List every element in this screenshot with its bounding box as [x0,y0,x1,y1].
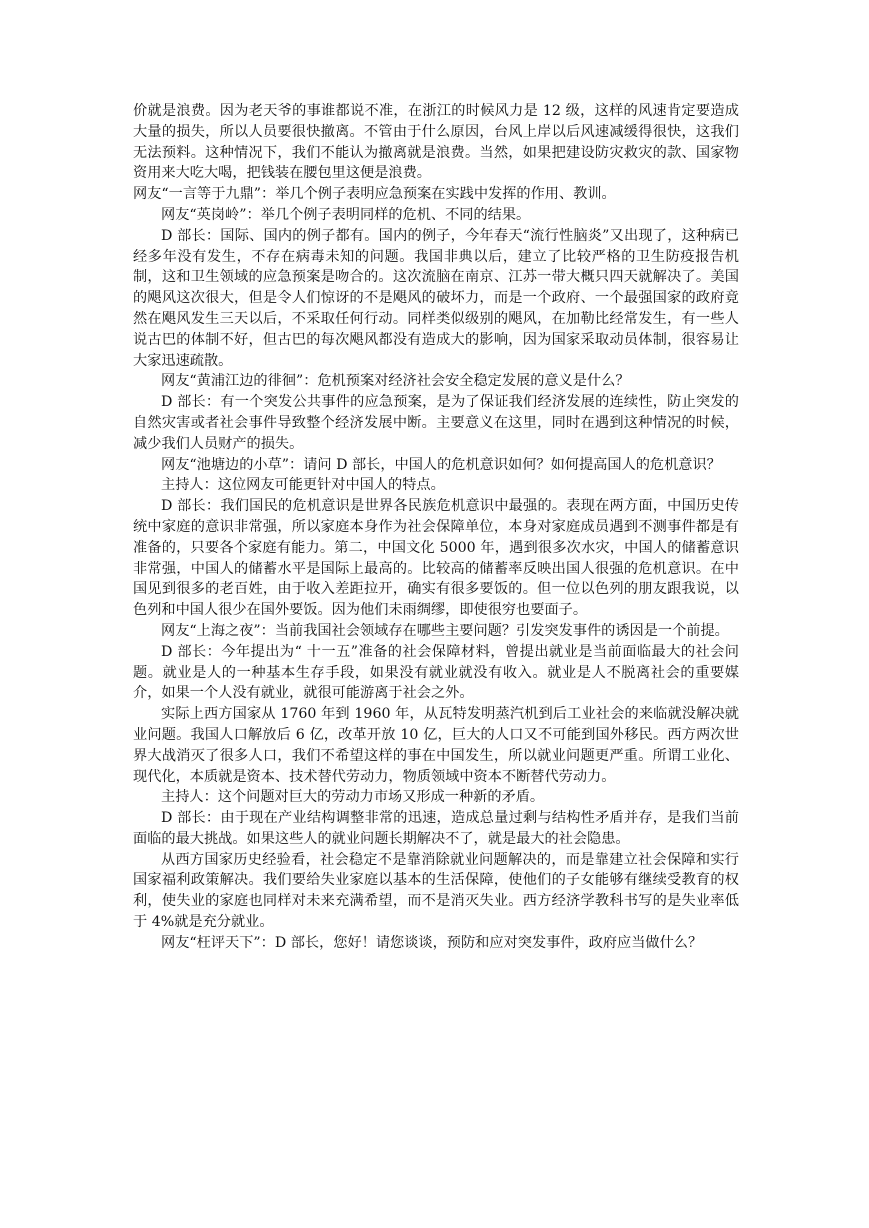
paragraph-question: 网友“池塘边的小草”：请问 D 部长，中国人的危机意识如何？如何提高国人的危机意识？ [161,456,721,473]
paragraph-answer: D 部长：国际、国内的例子都有。国内的例子，今年春天“流行性脑炎”又出现了，这种病已经多年没有发生，不存在病毒未知的问题。我国非典以后，建立了比较严格的卫生防疫报告机制，这和卫生领域的应急预案是吻合的。这次流脑在南京、江苏一带大概只四天就解决了。美国的飓风这次很大，但是令人们惊讶的不是飓风的破坏力，而是一个政府、一个最强国家的政府竟然在飓风发生三天以后，不采取任何行动。同样类似级别的飓风，在加勒比经常发生，有一些人说古巴的体制不好，但古巴的每次飓风都没有造成大的影响，因为国家采取动员体制，很容易让大家迅速疏散。 [133,227,739,369]
paragraph-answer: D 部长：今年提出为“ 十一五”准备的社会保障材料，曾提出就业是当前面临最大的社会问题。就业是人的一种基本生存手段，如果没有就业就没有收入。就业是人不脱离社会的重要媒介，如果一个人没有就业，就很可能游离于社会之外。 [133,643,739,702]
paragraph-question: 网友“一言等于九鼎”：举几个例子表明应急预案在实践中发挥的作用、教训。 [133,186,616,203]
paragraph-answer: 从西方国家历史经验看，社会稳定不是靠消除就业问题解决的，而是靠建立社会保障和实行国家福利政策解决。我们要给失业家庭以基本的生活保障，使他们的子女能够有继续受教育的权利，使失业的家庭也同样对未来充满希望，而不是消灭失业。西方经济学教科书写的是失业率低于 4%就是充分就业。 [133,851,739,931]
paragraph-host: 主持人：这位网友可能更针对中国人的特点。 [161,477,445,494]
paragraph-answer: D 部长：由于现在产业结构调整非常的迅速，造成总量过剩与结构性矛盾并存，是我们当前面临的最大挑战。如果这些人的就业问题长期解决不了，就是最大的社会隐患。 [133,810,739,847]
paragraph-question: 网友“英岗岭”：举几个例子表明同样的危机、不同的结果。 [161,206,531,223]
paragraph-question: 网友“枉评天下”：D 部长，您好！请您谈谈，预防和应对突发事件，政府应当做什么？ [161,934,703,951]
paragraph-host: 主持人：这个问题对巨大的劳动力市场又形成一种新的矛盾。 [161,789,545,806]
paragraph-answer: D 部长：我们国民的危机意识是世界各民族危机意识中最强的。表现在两方面，中国历史传统中家庭的意识非常强，所以家庭本身作为社会保障单位，本身对家庭成员遇到不测事件都是有准备的，只要各个家庭有能力。第二，中国文化 5000 年，遇到很多次水灾，中国人的储蓄意识非常强，中国人的储蓄水平是国际上最高的。比较高的储蓄率反映出国人很强的危机意识。在中国见到很多的老百姓，由于收入差距拉开，确实有很多要饭的。但一位以色列的朋友跟我说，以色列和中国人很少在国外要饭。因为他们未雨绸缪，即使很穷也要面子。 [133,498,739,619]
document-body [133,101,739,954]
paragraph-answer: D 部长：有一个突发公共事件的应急预案，是为了保证我们经济发展的连续性，防止突发的自然灾害或者社会事件导致整个经济发展中断。主要意义在这里，同时在遇到这种情况的时候，减少我们人员财产的损失。 [133,394,739,452]
paragraph-question: 网友“黄浦江边的徘徊”：危机预案对经济社会安全稳定发展的意义是什么？ [161,373,630,390]
paragraph-question: 网友“上海之夜”：当前我国社会领域存在哪些主要问题？引发突发事件的诱因是一个前提。 [161,622,729,639]
paragraph-answer: 实际上西方国家从 1760 年到 1960 年，从瓦特发明蒸汽机到后工业社会的来临就没解决就业问题。我国人口解放后 6 亿，改革开放 10 亿，巨大的人口又不可能到国外移民。西方两次世界大战消灭了很多人口，我们不希望这样的事在中国发生，所以就业问题更严重。所谓工业化、现代化，本质就是资本、技术替代劳动力，物质领域中资本不断替代劳动力。 [133,706,739,785]
paragraph-continuation: 价就是浪费。因为老天爷的事谁都说不准，在浙江的时候风力是 12 级，这样的风速肯定要造成大量的损失，所以人员要很快撤离。不管由于什么原因，台风上岸以后风速减缓得很快，这我们无法预料。这种情况下，我们不能认为撤离就是浪费。当然，如果把建设防灾救灾的款、国家物资用来大吃大喝，把钱装在腰包里这便是浪费。 [133,103,739,182]
